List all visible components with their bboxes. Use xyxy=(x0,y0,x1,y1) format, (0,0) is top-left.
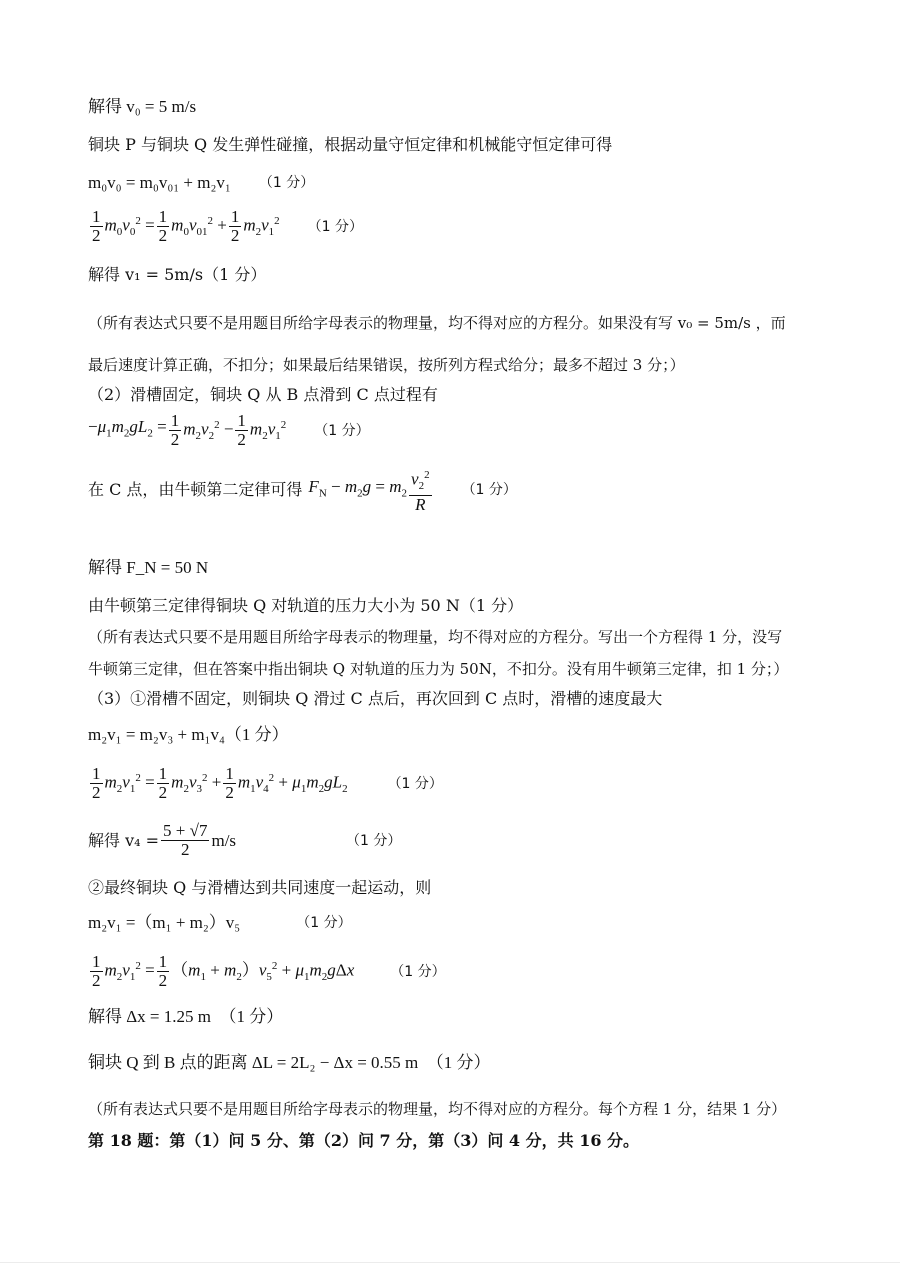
energy-equation-2: $\frac{1}{2}$ $m_2v_1^2$ = $\frac{1}{2}$ $m_2v_3^2$ + $\frac{1}{2}$ $m_1v_4^2 + \mu_1m_2gL_2$ （1 分） xyxy=(92,764,443,802)
score-label: （1 分） xyxy=(387,775,443,792)
grading-note-1a: （所有表达式只要不是用题目所给字母表示的物理量，均不得对应的方程分。如果没有写 v₀ = 5m/s ，而 xyxy=(88,314,786,332)
grading-note-1b: 最后速度计算正确，不扣分；如果最后结果错误，按所列方程式给分；最多不超过 3 分；） xyxy=(88,356,685,374)
momentum-equation-2: m₂v₁ = m₂v₃ + m₁v₄（1 分） xyxy=(88,725,289,744)
energy-equation-3: $\frac{1}{2}$ $m_2v_1^2$ = $\frac{1}{2}$ $(m_1 + m_2)v_5^2 + \mu_1m_2g\Delta x$ （1 分） xyxy=(92,952,446,990)
common-velocity-statement: ②最终铜块 Q 与滑槽达到共同速度一起运动，则 xyxy=(88,878,432,897)
friction-energy-equation: $-\mu_1m_2gL_2$ = $\frac{1}{2}$ $m_2v_2^2$ − $\frac{1}{2}$ $m_2v_1^2$ （1 分） xyxy=(88,411,370,449)
momentum-equation-3-text: m₂v₁ =（m₁ + m₂）v₅ xyxy=(88,913,241,932)
fraction-half: $\frac{1}{2}$ xyxy=(92,764,101,802)
score-label: （1 分） xyxy=(296,915,352,931)
fraction-v4-value: $\frac{5 + √7}{2}$ xyxy=(163,821,208,859)
score-label: （1 分） xyxy=(314,422,370,439)
fraction-half: $\frac{1}{2}$ xyxy=(92,207,101,245)
page-bottom-divider xyxy=(0,1262,900,1263)
newton-second-law-line: 在 C 点，由牛顿第二定律可得 $F_N - m_2g = m_2$ $\frac{v_2^2}{R}$ （1 分） xyxy=(88,466,517,514)
result-v0: 解得 v₀ = 5 m/s xyxy=(88,97,197,116)
grading-note-2a: （所有表达式只要不是用题目所给字母表示的物理量，均不得对应的方程分。写出一个方程得 1 分，没写 xyxy=(88,628,783,646)
part2-statement: （2）滑槽固定，铜块 Q 从 B 点滑到 C 点过程有 xyxy=(88,385,438,404)
result-delta-x: 解得 Δx = 1.25 m （1 分） xyxy=(88,1007,284,1026)
momentum-equation xyxy=(88,172,314,194)
score-label: （1 分） xyxy=(461,482,517,499)
newton-third-law-result: 由牛顿第三定律得铜块 Q 对轨道的压力大小为 50 N（1 分） xyxy=(88,596,524,615)
result-v4-unit: m/s xyxy=(211,830,237,850)
fraction-half: $\frac{1}{2}$ xyxy=(225,764,234,802)
fraction-half: $\frac{1}{2}$ xyxy=(230,207,240,245)
fraction-half: $\frac{1}{2}$ xyxy=(237,411,246,449)
fraction-half: $\frac{1}{2}$ xyxy=(92,952,101,990)
momentum-equation-text: m₀v₀ = m₀v₀₁ + m₂v₁ xyxy=(88,173,231,192)
score-label: （1 分） xyxy=(258,175,315,191)
momentum-equation-3 xyxy=(88,912,352,934)
fraction-v2-over-r: $\frac{v_2^2}{R}$ xyxy=(409,466,432,514)
newton-second-law-prefix: 在 C 点，由牛顿第二定律可得 xyxy=(88,480,303,500)
fraction-half: $\frac{1}{2}$ xyxy=(158,952,168,990)
score-label: （1 分） xyxy=(390,963,446,980)
grading-note-2b: 牛顿第三定律，但在答案中指出铜块 Q 对轨道的压力为 50N，不扣分。没有用牛顿第三定律，扣 1 分；） xyxy=(88,660,789,678)
fraction-half: $\frac{1}{2}$ xyxy=(158,207,168,245)
fraction-half: $\frac{1}{2}$ xyxy=(170,411,180,449)
collision-statement: 铜块 P 与铜块 Q 发生弹性碰撞，根据动量守恒定律和机械能守恒定律可得 xyxy=(88,135,613,154)
score-label: （1 分） xyxy=(346,832,402,849)
result-fn: 解得 F_N = 50 N xyxy=(88,558,209,577)
result-distance: 铜块 Q 到 B 点的距离 ΔL = 2L₂ − Δx = 0.55 m （1 分） xyxy=(88,1053,491,1072)
result-v4 xyxy=(88,822,401,859)
result-v4-prefix: 解得 v₄ = xyxy=(88,830,160,850)
question-summary: 第 18 题：第（1）问 5 分、第（2）问 7 分，第（3）问 4 分，共 16 分。 xyxy=(88,1131,640,1150)
energy-equation: $\frac{1}{2}$ $m_0v_0^2$ = $\frac{1}{2}$ $m_0v_{01}^2$ + $\frac{1}{2}$ $m_2v_1^2$ （1 分） xyxy=(92,207,364,245)
fraction-half: $\frac{1}{2}$ xyxy=(158,764,168,802)
result-v1: 解得 v₁ = 5m/s（1 分） xyxy=(88,265,267,284)
part3-statement: （3）①滑槽不固定，则铜块 Q 滑过 C 点后，再次回到 C 点时，滑槽的速度最大 xyxy=(88,689,663,708)
score-label: （1 分） xyxy=(307,218,364,235)
grading-note-3: （所有表达式只要不是用题目所给字母表示的物理量，均不得对应的方程分。每个方程 1 分，结果 1 分） xyxy=(88,1100,787,1118)
